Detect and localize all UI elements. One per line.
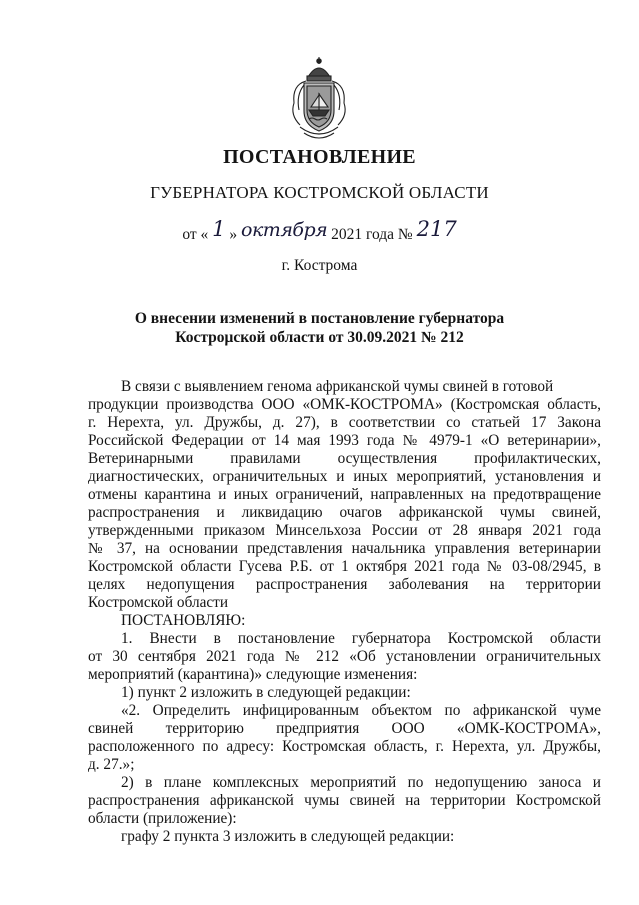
body-line: г. Нерехта, ул. Дружбы, д. 27), в соответствии со статьей 17 Закона	[88, 414, 601, 431]
issue-city: г. Кострома	[281, 257, 358, 274]
body-line: продукции производства ООО «ОМК-КОСТРОМА» (Костромская область,	[88, 396, 601, 413]
body-line: д. 27.»;	[88, 756, 135, 773]
body-line: Российской Федерации от 14 мая 1993 года № 4979-1 «О ветеринарии»,	[88, 432, 601, 449]
body-line: распространения африканской чумы свиней на территории Костромской	[88, 792, 601, 809]
body-line: графу 2 пункта 3 изложить в следующей редакции:	[121, 828, 455, 845]
body-line: № 37, на основании представления начальника управления ветеринарии	[88, 540, 601, 557]
date-mid: »	[229, 226, 238, 243]
body-line: области (приложение):	[88, 810, 237, 827]
body-line: 1. Внести в постановление губернатора Костромской области	[121, 630, 601, 647]
subject-line: О внесении изменений в постановление губернатора	[134, 310, 505, 327]
document-number-handwritten: 217	[416, 217, 457, 241]
body-line: 2) в плане комплексных мероприятий по недопущению заноса и	[121, 774, 601, 791]
date-month-handwritten: октября	[241, 219, 328, 241]
document-subject	[0, 309, 639, 347]
date-day-handwritten: 1	[212, 217, 226, 241]
document-date-line	[0, 217, 639, 244]
body-line: распространения и ликвидацию очагов африканской чумы свиней,	[88, 504, 601, 521]
date-prefix: от «	[182, 226, 209, 243]
body-line: 1) пункт 2 изложить в следующей редакции:	[121, 684, 411, 701]
subject-line: Кострομской области от 30.09.2021 № 212	[175, 329, 464, 346]
issuer-subtitle: ГУБЕРНАТОРА КОСТРОМСКОЙ ОБЛАСТИ	[150, 183, 489, 202]
date-year: 2021 года №	[331, 226, 413, 243]
body-line: Костромской области Гусева Р.Б. от 1 октября 2021 года № 03-08/2945, в	[88, 558, 601, 575]
body-line: Ветеринарными правилами осуществления профилактических,	[88, 450, 601, 467]
body-line: отмены карантина и иных ограничений, направленных на предотвращение	[88, 486, 601, 503]
document-title: ПОСТАНОВЛЕНИЕ	[223, 146, 416, 168]
body-line: утвержденными приказом Минсельхоза России от 28 января 2021 года	[88, 522, 601, 539]
body-line: свиней территорию предприятия ООО «ОМК-КОСТРОМА»,	[88, 720, 601, 737]
body-line: расположенного по адресу: Костромская область, г. Нерехта, ул. Дружбы,	[88, 738, 601, 755]
body-line: диагностических, ограничительных и иных мероприятий, установления и	[88, 468, 601, 485]
body-line: Костромской области	[88, 594, 229, 611]
body-line: В связи с выявлением генома африканской чумы свиней в готовой	[121, 378, 554, 395]
body-line: мероприятий (карантина)» следующие изменения:	[88, 666, 418, 683]
body-line: целях недопущения распространения заболевания на территории	[88, 576, 601, 593]
resolve-word: ПОСТАНОВЛЯЮ:	[121, 612, 246, 629]
body-line: от 30 сентября 2021 года № 212 «Об установлении ограничительных	[88, 648, 601, 665]
coat-of-arms-icon	[286, 55, 352, 143]
body-line: «2. Определить инфицированным объектом по африканской чуме	[121, 702, 601, 719]
